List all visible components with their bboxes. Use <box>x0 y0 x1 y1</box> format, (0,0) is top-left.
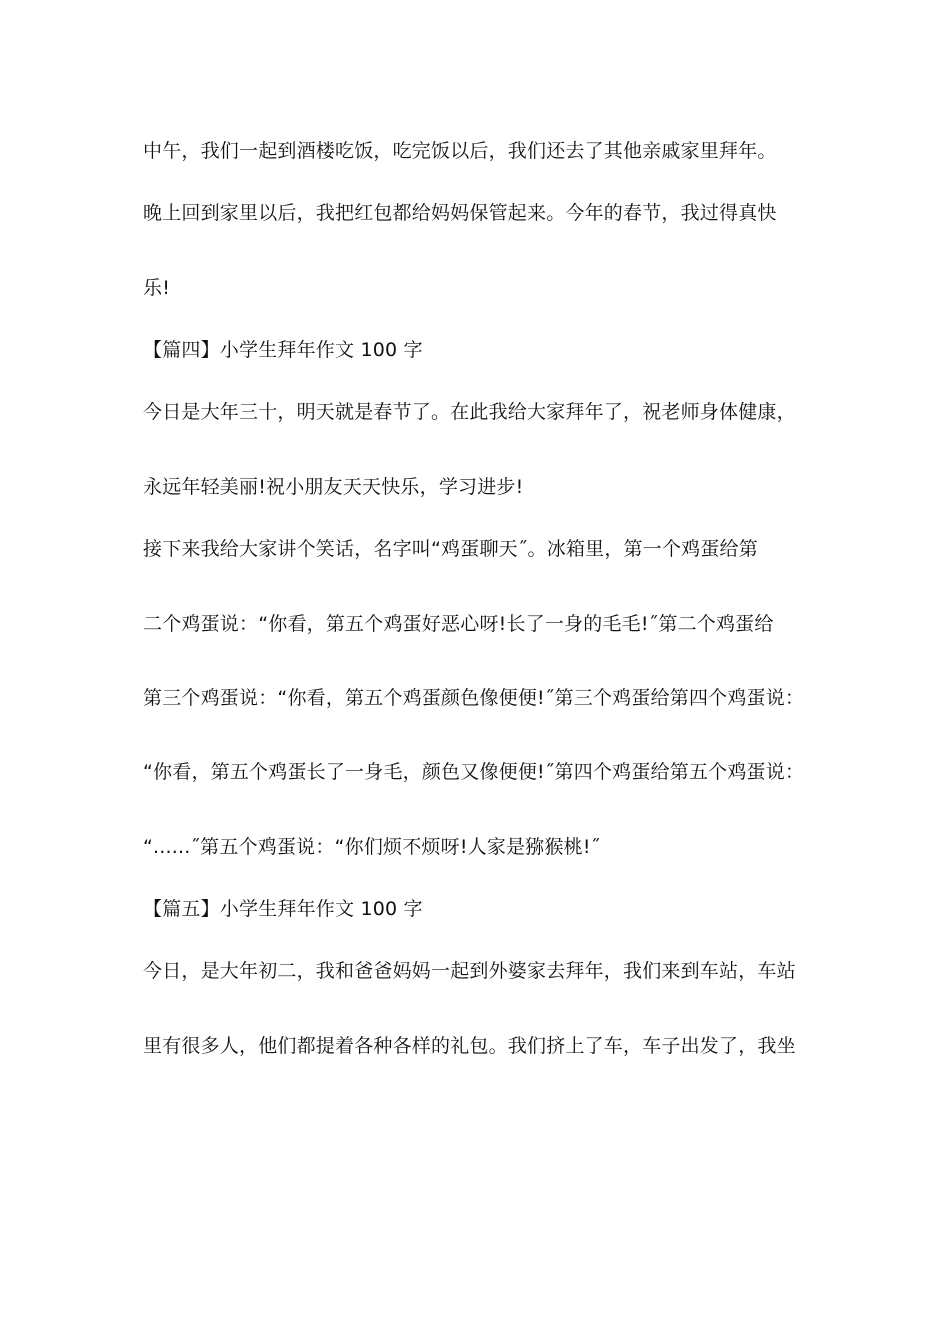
section-heading: 【篇四】小学生拜年作文 100 字 <box>143 339 423 361</box>
paragraph-line: 今日是大年三十，明天就是春节了。在此我给大家拜年了，祝老师身体健康， <box>143 401 796 423</box>
paragraph-line: 接下来我给大家讲个笑话，名字叫“鸡蛋聊天˝。冰箱里，第一个鸡蛋给第 <box>143 538 758 560</box>
paragraph-line: 今日，是大年初二，我和爸爸妈妈一起到外婆家去拜年，我们来到车站，车站 <box>143 960 796 982</box>
paragraph-line: 乐! <box>143 277 171 299</box>
paragraph-line: “......˝第五个鸡蛋说：“你们烦不烦呀!人家是猕猴桃!˝ <box>143 836 601 858</box>
paragraph-line: 二个鸡蛋说：“你看，第五个鸡蛋好恶心呀!长了一身的毛毛!˝第二个鸡蛋给 <box>143 613 774 635</box>
paragraph-line: 里有很多人，他们都提着各种各样的礼包。我们挤上了车，车子出发了，我坐 <box>143 1035 796 1057</box>
paragraph-line: 第三个鸡蛋说：“你看，第五个鸡蛋颜色像便便!˝第三个鸡蛋给第四个鸡蛋说： <box>143 687 805 709</box>
section-heading: 【篇五】小学生拜年作文 100 字 <box>143 898 423 920</box>
paragraph-line: 晚上回到家里以后，我把红包都给妈妈保管起来。今年的春节，我过得真快 <box>143 202 777 224</box>
paragraph-line: 永远年轻美丽!祝小朋友天天快乐，学习进步! <box>143 476 524 498</box>
paragraph-line: “你看，第五个鸡蛋长了一身毛，颜色又像便便!˝第四个鸡蛋给第五个鸡蛋说： <box>143 761 805 783</box>
paragraph-line: 中午，我们一起到酒楼吃饭，吃完饭以后，我们还去了其他亲戚家里拜年。 <box>143 140 777 162</box>
